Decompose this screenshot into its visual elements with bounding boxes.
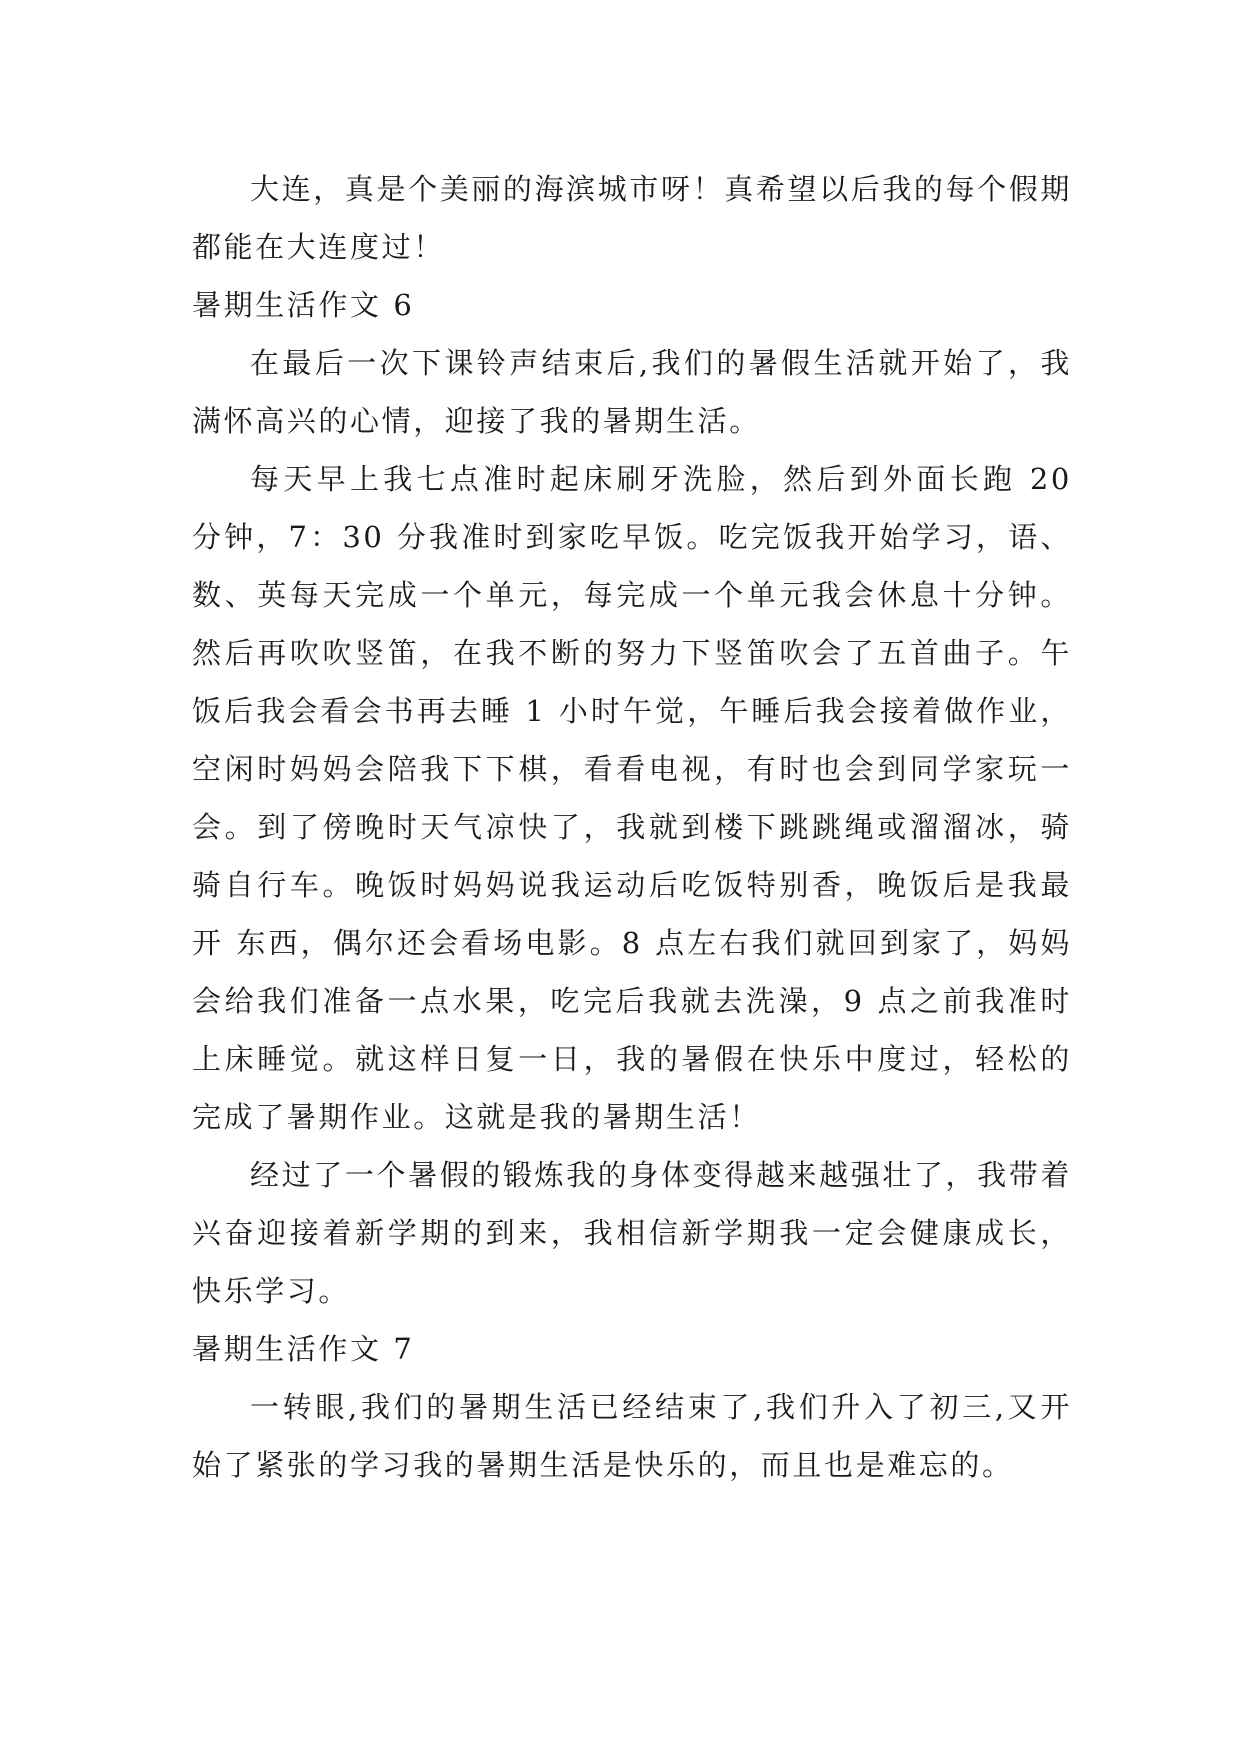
essay-7-paragraph-1: 一转眼,我们的暑期生活已经结束了,我们升入了初三,又开始了紧张的学习我的暑期生活是快乐的，而且也是难忘的。 [192,1390,1072,1482]
essay-7-title: 暑期生活作文 7 [192,1332,415,1366]
essay-6-paragraph-3: 经过了一个暑假的锻炼我的身体变得越来越强壮了，我带着兴奋迎接着新学期的到来，我相信新学期我一定会健康成长，快乐学习。 [192,1158,1072,1308]
essay-6-title: 暑期生活作文 6 [192,288,415,322]
document-body [192,160,1072,1494]
paragraph-dalian-ending: 大连，真是个美丽的海滨城市呀！真希望以后我的每个假期都能在大连度过！ [192,172,1072,264]
essay-6-paragraph-2: 每天早上我七点准时起床刷牙洗脸，然后到外面长跑 20 分钟，7：30 分我准时到家吃早饭。吃完饭我开始学习，语、数、英每天完成一个单元，每完成一个单元我会休息十分钟。然后再吹吹竖笛，在我不断的努力下竖笛吹会了五首曲子。午饭后我会看会书再去睡 1 小时午觉，午睡后我会接着做作业，空闲时妈妈会陪我下下棋，看看电视，有时也会到同学家玩一会。到了傍晚时天气凉快了，我就到楼下跳跳绳或溜溜冰，骑骑自行车。晚饭时妈妈说我运动后吃饭特别香，晚饭后是我最开 东西，偶尔还会看场电影。8 点左右我们就回到家了，妈妈会给我们准备一点水果，吃完后我就去洗澡，9 点之前我准时上床睡觉。就这样日复一日，我的暑假在快乐中度过，轻松的完成了暑期作业。这就是我的暑期生活！ [192,462,1072,1134]
essay-6-paragraph-1: 在最后一次下课铃声结束后,我们的暑假生活就开始了，我满怀高兴的心情，迎接了我的暑期生活。 [192,346,1072,438]
